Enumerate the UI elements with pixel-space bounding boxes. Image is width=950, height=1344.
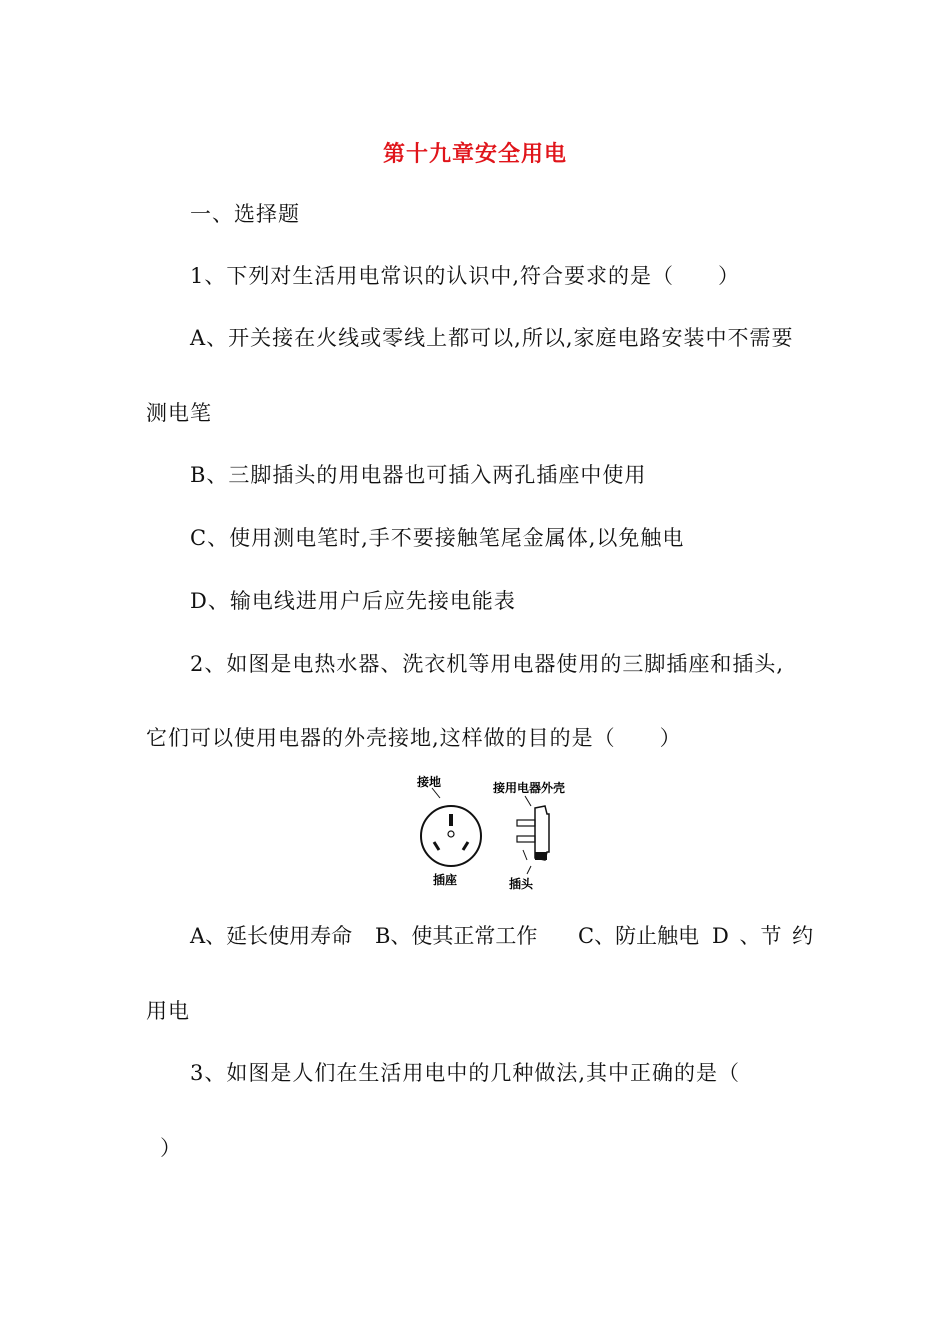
q1-option-a: A、开关接在火线或零线上都可以,所以,家庭电路安装中不需要 [190,326,794,350]
plug-icon [517,796,549,874]
q3-stem: 3、如图是人们在生活用电中的几种做法,其中正确的是（ [190,1061,741,1085]
q1-stem: 1、下列对生活用电常识的认识中,符合要求的是（ ） [190,264,741,288]
socket-plug-figure [413,770,581,892]
figure-label-ground: 接地 [417,775,442,789]
section-heading: 一、选择题 [190,202,300,226]
q1-option-b: B、三脚插头的用电器也可插入两孔插座中使用 [190,463,647,487]
q2-option-c: C、防止触电 [578,924,700,948]
q1-option-c: C、使用测电笔时,手不要接触笔尾金属体,以免触电 [190,526,685,550]
q3-stem-cont: ） [160,1136,182,1160]
q1-option-d: D、输电线进用户后应先接电能表 [190,589,516,613]
socket-icon [421,788,481,866]
page-title: 第十九章安全用电 [382,142,567,167]
q2-stem: 2、如图是电热水器、洗衣机等用电器使用的三脚插座和插头, [190,652,785,676]
q2-option-a: A、延长使用寿命 [190,924,353,948]
q2-stem-cont: 它们可以使用电器的外壳接地,这样做的目的是（ ） [146,726,682,750]
q2-option-d-cont: 用电 [146,999,190,1023]
figure-label-shell: 接用电器外壳 [493,781,566,795]
figure-label-plug: 插头 [509,877,534,891]
q2-option-d: D 、节 约 [712,924,814,948]
q1-option-a-cont: 测电笔 [146,401,212,425]
q2-option-b: B、使其正常工作 [375,924,538,948]
figure-label-socket: 插座 [433,873,458,887]
